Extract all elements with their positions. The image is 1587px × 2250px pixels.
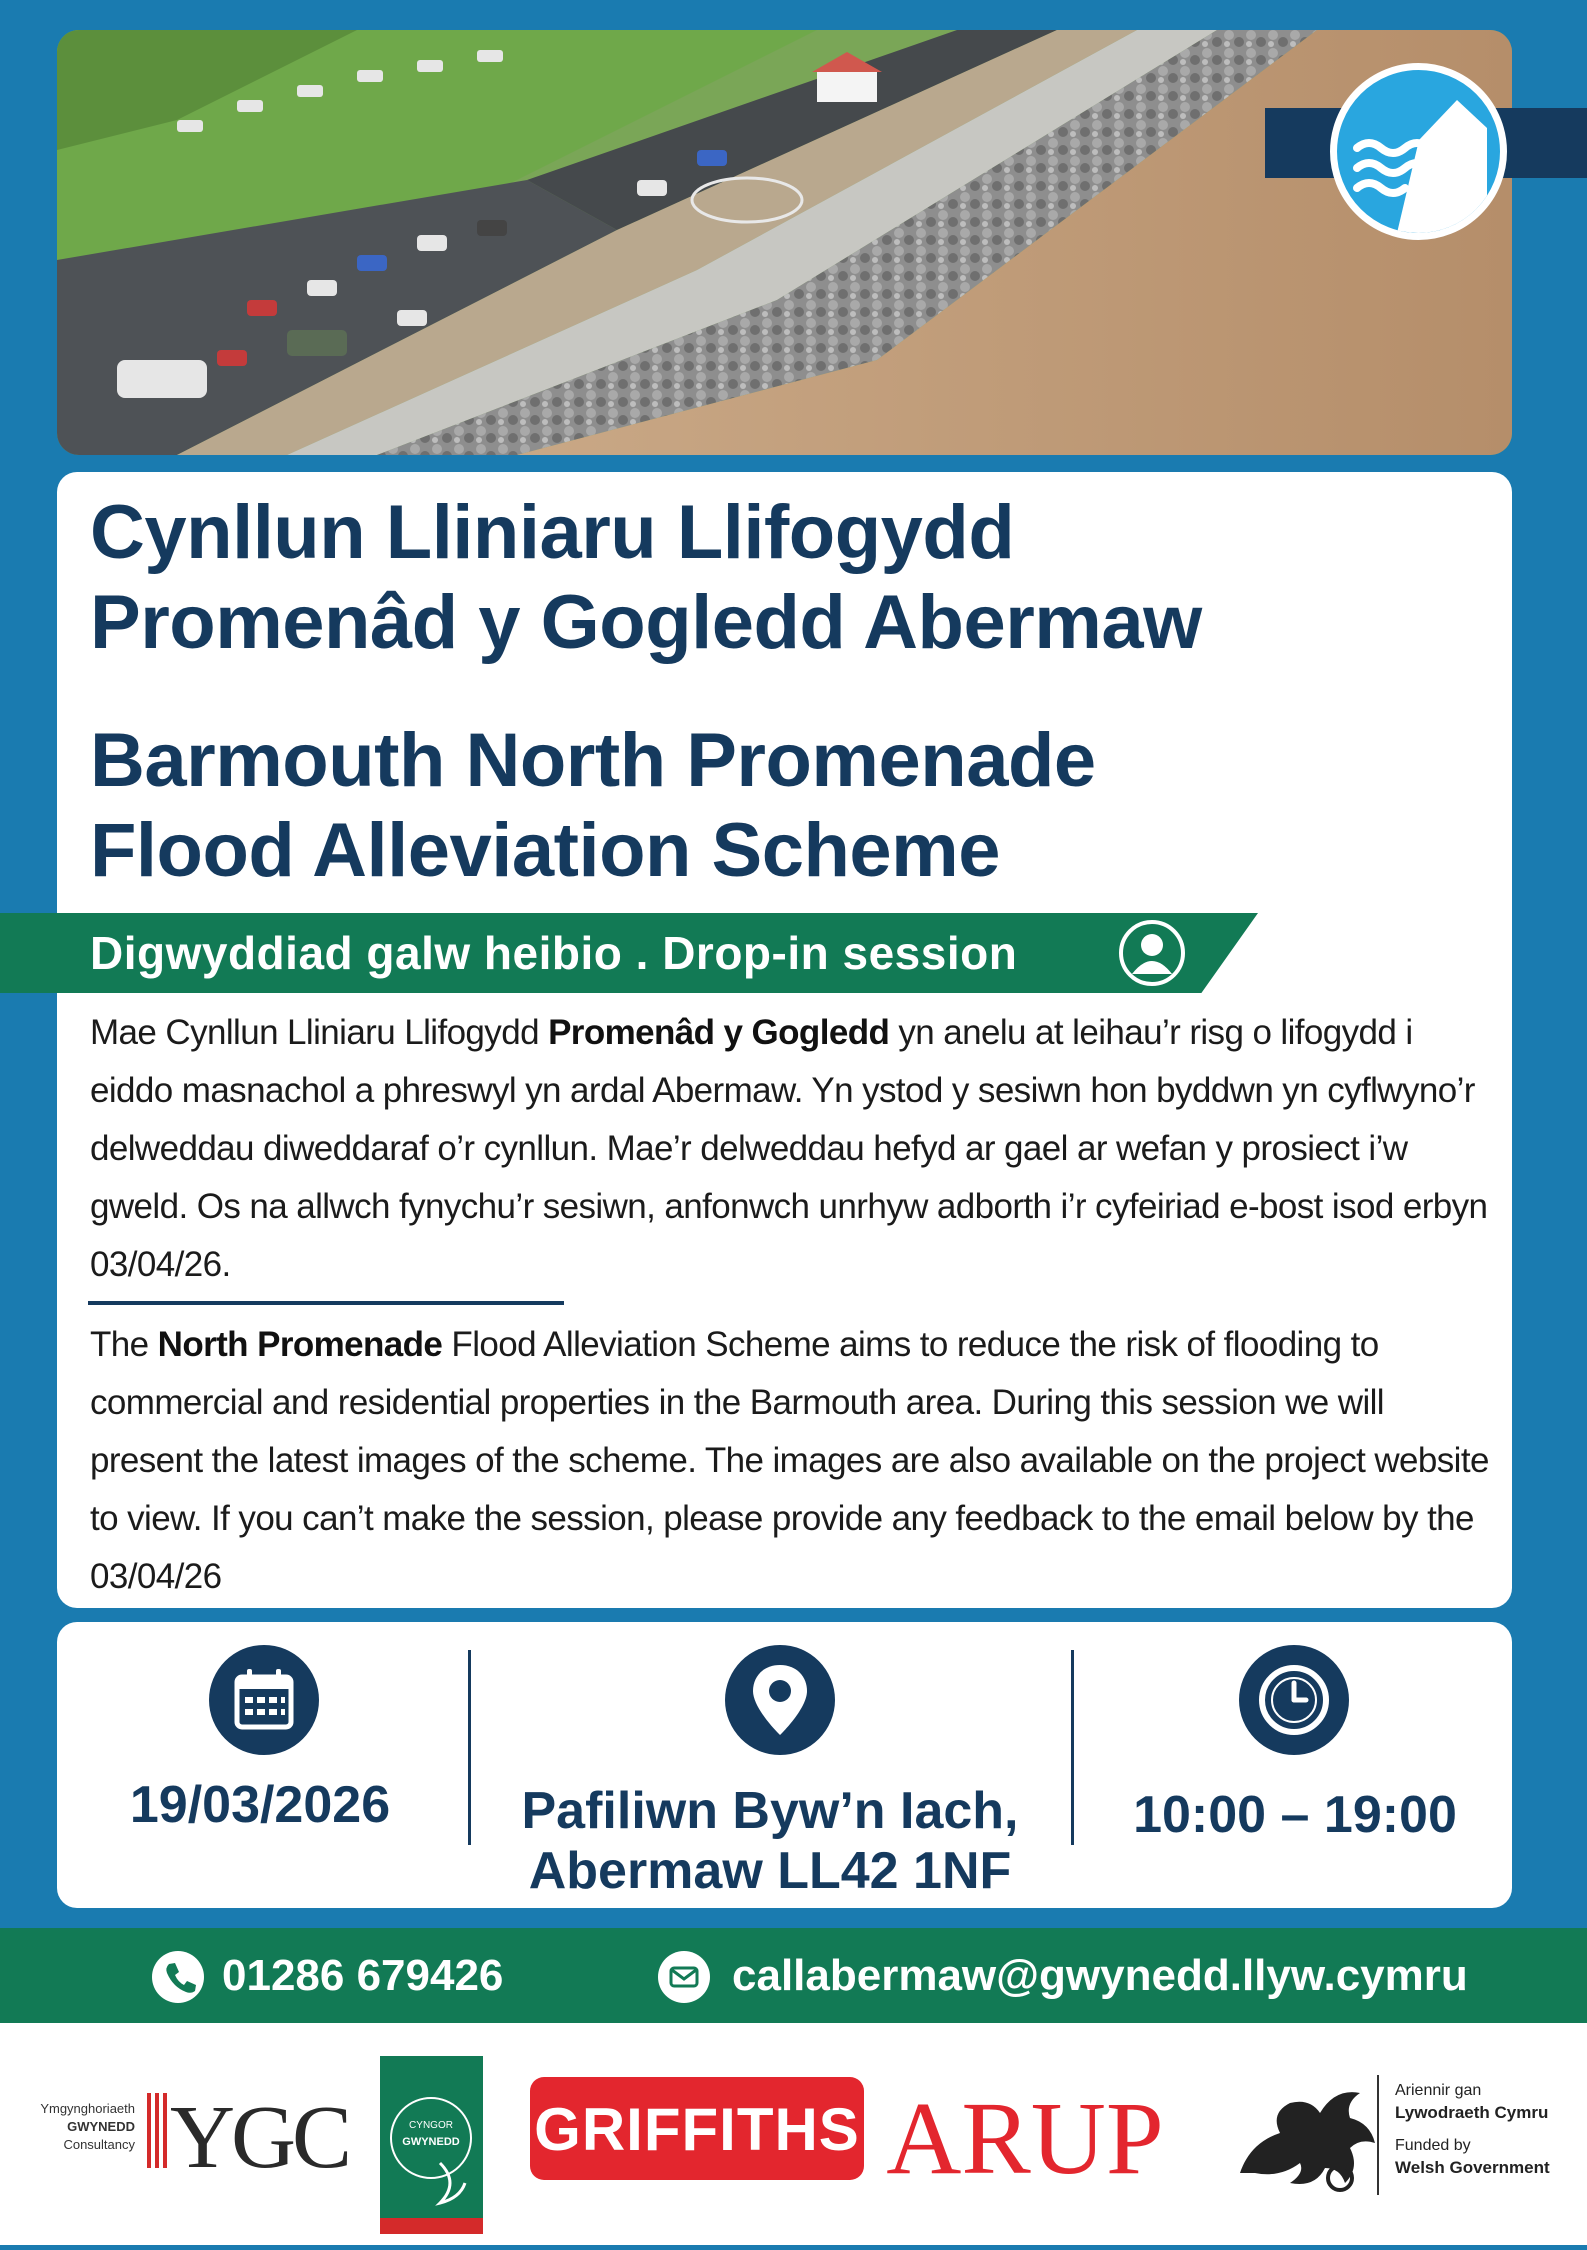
contact-phone[interactable]: 01286 679426 — [222, 1951, 504, 2000]
griffiths-logo — [530, 2077, 864, 2180]
person-icon — [1117, 918, 1187, 988]
cyngor-line1: CYNGOR — [409, 2120, 453, 2131]
event-venue-line1: Pafiliwn Byw’n Iach, — [521, 1782, 1019, 1840]
ygc-small-line1: Ymgynghoriaeth — [40, 2101, 135, 2116]
welsh-government-logo — [1240, 2075, 1550, 2195]
section-divider — [88, 1301, 564, 1305]
event-venue-line2: Abermaw LL42 1NF — [528, 1842, 1012, 1900]
body-welsh-text-2: yn anelu at leihau’r risg o lifogydd i eiddo masnachol a phreswyl yn ardal Abermaw. Yn ystod y sesiwn hon byddwn yn cyflwyno’r delweddau diweddaraf o’r cynllun. Mae’r delweddau hefyd ar gael ar wefan y prosiect i’w gweld. Os na allwch fynychu’r sesiwn, anfonwch unrhyw adborth i’r cyfeiriad e-bost isod erbyn 03/04/26. — [90, 1013, 1488, 1284]
mail-icon — [658, 1951, 710, 2003]
title-english-line2: Flood Alleviation Scheme — [90, 808, 1001, 893]
arup-text: ARUP — [886, 2081, 1164, 2196]
title-welsh-line2: Promenâd y Gogledd Abermaw — [90, 580, 1202, 665]
event-time: 10:00 – 19:00 — [1133, 1786, 1457, 1844]
body-welsh-text-1: Mae Cynllun Lliniaru Llifogydd — [90, 1013, 549, 1052]
event-date: 19/03/2026 — [129, 1776, 391, 1834]
body-english-text-1: The — [90, 1325, 158, 1364]
hero-aerial-image — [57, 30, 1512, 455]
cyngor-line2: GWYNEDD — [402, 2136, 460, 2148]
ygc-mark: YGC — [170, 2088, 349, 2187]
title-welsh-line1: Cynllun Lliniaru Llifogydd — [90, 490, 1015, 575]
location-pin-icon — [725, 1645, 835, 1755]
body-welsh-bold: Promenâd y Gogledd — [548, 1013, 890, 1052]
cyngor-gwynedd-logo — [380, 2056, 483, 2234]
title-english-line1: Barmouth North Promenade — [90, 718, 1096, 803]
body-paragraph-welsh — [90, 1004, 1490, 1294]
body-english-bold: North Promenade — [157, 1325, 443, 1364]
griffiths-text: GRIFFITHS — [534, 2096, 860, 2163]
partner-logos — [0, 2023, 1587, 2245]
wg-line3: Funded by — [1395, 2137, 1471, 2154]
event-venue — [490, 1781, 1050, 1901]
ygc-small-line3: Consultancy — [63, 2137, 135, 2152]
body-english-text-2: Flood Alleviation Scheme aims to reduce the risk of flooding to commercial and residential properties in the Barmouth area. During this session we will present the latest images of the scheme. The images are also available on the project website to view. If you can’t make the session, please provide any feedback to the email below by the 03/04/26 — [90, 1325, 1489, 1596]
clock-icon — [1239, 1645, 1349, 1755]
ygc-logo — [40, 2088, 348, 2187]
drop-in-banner-text: Digwyddiad galw heibio . Drop-in session — [90, 927, 1018, 979]
phone-icon — [152, 1951, 204, 2003]
arup-logo — [886, 2081, 1163, 2196]
contact-email[interactable]: callabermaw@gwynedd.llyw.cymru — [732, 1951, 1468, 2000]
ygc-small-line2: GWYNEDD — [67, 2119, 135, 2134]
info-divider-2 — [1071, 1650, 1074, 1845]
wg-line1: Ariennir gan — [1395, 2082, 1482, 2099]
flood-wave-logo-icon — [1330, 63, 1507, 240]
body-paragraph-english — [90, 1316, 1490, 1606]
title-english — [90, 716, 1390, 896]
welsh-dragon-icon — [1240, 2092, 1375, 2190]
info-divider-1 — [468, 1650, 471, 1845]
wg-line4: Welsh Government — [1395, 2158, 1550, 2177]
title-welsh — [90, 488, 1390, 668]
calendar-icon — [209, 1645, 319, 1755]
wg-line2: Lywodraeth Cymru — [1395, 2103, 1549, 2122]
